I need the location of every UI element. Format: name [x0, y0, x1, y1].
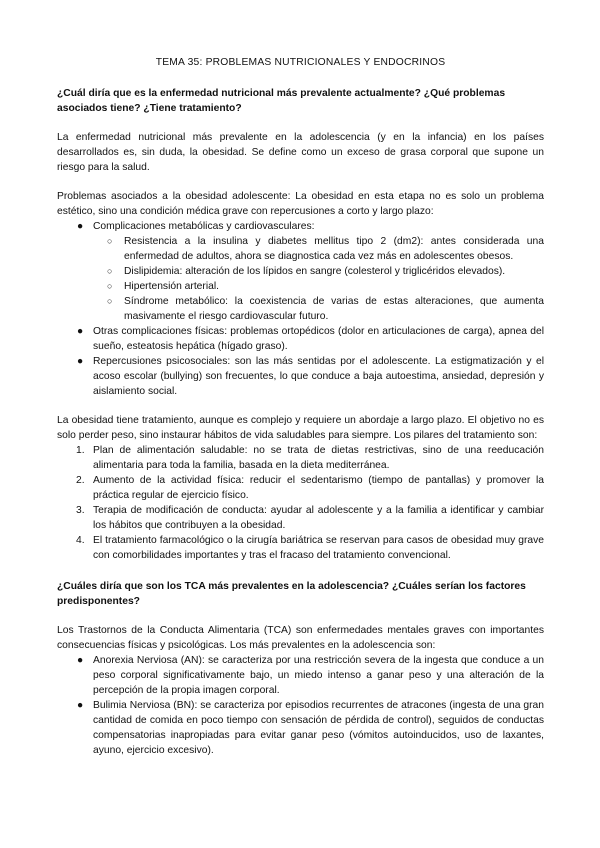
list-item-text: Complicaciones metabólicas y cardiovasculares:	[93, 221, 315, 232]
list-item-text: Resistencia a la insulina y diabetes mellitus tipo 2 (dm2): antes considerada una enfermedad de adultos, ahora se diagnostica cada vez más en adolescentes obesos.	[124, 236, 544, 262]
page-title: TEMA 35: PROBLEMAS NUTRICIONALES Y ENDOCRINOS	[155, 57, 446, 68]
bullet-icon: ●	[77, 221, 84, 232]
list-number: 3.	[76, 505, 85, 516]
list-number: 4.	[76, 535, 85, 546]
paragraph-obesity-definition: La enfermedad nutricional más prevalente en la adolescencia (y en la infancia) en los países desarrollados es, sin duda, la obesidad. Se define como un exceso de grasa corporal que supone un riesgo para la salud.	[57, 132, 544, 173]
list-item-text: El tratamiento farmacológico o la cirugía bariátrica se reservan para casos de obesidad muy grave con comorbilidades importantes y tras el fracaso del tratamiento convencional.	[93, 535, 544, 561]
list-number: 1.	[76, 445, 85, 456]
bullet-icon: ●	[77, 700, 84, 711]
list-item-text: Terapia de modificación de conducta: ayudar al adolescente y a la familia a identificar y cambiar los hábitos que contribuyen a la obesidad.	[93, 505, 544, 531]
list-item-text: Anorexia Nerviosa (AN): se caracteriza por una restricción severa de la ingesta que conduce a un peso corporal significativamente bajo, un miedo intenso a ganar peso y una alteración de la percepción de la propia imagen corporal.	[93, 655, 544, 696]
paragraph-tca-intro: Los Trastornos de la Conducta Alimentaria (TCA) son enfermedades mentales graves con importantes consecuencias físicas y psicológicas. Los más prevalentes en la adolescencia son:	[57, 625, 544, 651]
list-item-text: Bulimia Nerviosa (BN): se caracteriza por episodios recurrentes de atracones (ingesta de una gran cantidad de comida en poco tiempo con sensación de pérdida de control), seguidos de conductas compensatorias inapropiadas para evitar ganar peso (vómitos autoinducidos, uso de laxantes, ayuno, ejercicio excesivo).	[93, 700, 544, 756]
bullet-circle-icon: ○	[107, 236, 113, 246]
list-item-text: Otras complicaciones físicas: problemas ortopédicos (dolor en articulaciones de carga), apnea del sueño, esteatosis hepática (hígado graso).	[93, 326, 544, 352]
question-tca: ¿Cuáles diría que son los TCA más prevalentes en la adolescencia? ¿Cuáles serían los factores predisponentes?	[57, 581, 526, 607]
list-item	[57, 443, 544, 473]
treatment-list	[57, 443, 544, 563]
list-item-text: Aumento de la actividad física: reducir el sedentarismo (tiempo de pantallas) y promover la práctica regular de ejercicio físico.	[93, 475, 544, 501]
list-item	[57, 698, 544, 758]
bullet-circle-icon: ○	[107, 266, 113, 276]
bullet-icon: ●	[77, 356, 84, 367]
problems-list	[57, 219, 544, 399]
list-item	[57, 473, 544, 503]
list-item	[93, 294, 544, 324]
list-item-text: Repercusiones psicosociales: son las más sentidas por el adolescente. La estigmatización y el acoso escolar (bullying) son frecuentes, lo que conduce a baja autoestima, ansiedad, depresión y aislamiento social.	[93, 356, 544, 397]
list-item	[57, 533, 544, 563]
list-item-text: Síndrome metabólico: la coexistencia de varias de estas alteraciones, que aumenta masivamente el riesgo cardiovascular futuro.	[124, 296, 544, 322]
list-item	[57, 354, 544, 399]
paragraph-treatment-intro: La obesidad tiene tratamiento, aunque es complejo y requiere un abordaje a largo plazo. El objetivo no es solo perder peso, sino instaurar hábitos de vida saludables para siempre. Los pilares del tratamiento son:	[57, 415, 544, 441]
list-item	[93, 279, 544, 294]
list-item	[57, 219, 544, 324]
list-item	[93, 234, 544, 264]
list-item	[93, 264, 544, 279]
list-item	[57, 653, 544, 698]
list-number: 2.	[76, 475, 85, 486]
bullet-icon: ●	[77, 326, 84, 337]
metabolic-sublist	[93, 234, 544, 324]
bullet-circle-icon: ○	[107, 281, 113, 291]
list-item	[57, 503, 544, 533]
tca-list	[57, 653, 544, 758]
list-item-text: Plan de alimentación saludable: no se trata de dietas restrictivas, sino de una reeducación alimentaria para toda la familia, basada en la dieta mediterránea.	[93, 445, 544, 471]
paragraph-associated-problems-intro: Problemas asociados a la obesidad adolescente: La obesidad en esta etapa no es solo un problema estético, sino una condición médica grave con repercusiones a corto y largo plazo:	[57, 191, 544, 217]
bullet-icon: ●	[77, 655, 84, 666]
list-item-text: Dislipidemia: alteración de los lípidos en sangre (colesterol y triglicéridos elevados).	[124, 266, 506, 277]
list-item	[57, 324, 544, 354]
bullet-circle-icon: ○	[107, 296, 113, 306]
list-item-text: Hipertensión arterial.	[124, 281, 220, 292]
question-obesity: ¿Cuál diría que es la enfermedad nutricional más prevalente actualmente? ¿Qué problemas asociados tiene? ¿Tiene tratamiento?	[57, 88, 506, 114]
